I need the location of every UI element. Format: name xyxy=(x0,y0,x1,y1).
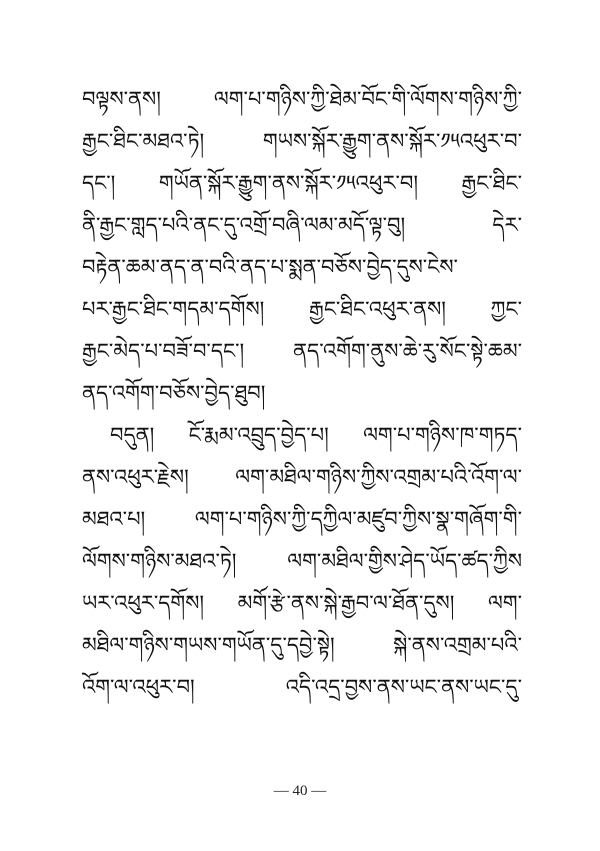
text-line: ནི་རྒྱང་གླད་པའི་ནང་དུ་འགྲོ་བཞི་ལམ་མདོ་ལྟ་བུ། དེར་ xyxy=(82,213,522,237)
paragraph-1 xyxy=(82,78,522,414)
text-line: ཡར་འཕུར་དགོས། མགོ་རྩེ་ནས་སྐེ་རྒྱབ་ལ་ཐོན་དུས། ལག་ xyxy=(82,591,522,615)
text-line: འོག་ལ་འཕུར་བ། འདི་འདྲ་བྱས་ནས་ཡང་ནས་ཡང་དུ་ xyxy=(82,675,522,699)
text-line: བདུན། ངོ་རྨམ་འབྲུད་བྱེད་པ། ལག་པ་གཉིས་ཁ་གཏད་ xyxy=(110,423,522,447)
text-line: བརྟེན་ཆམ་ནད་ན་བའི་ནད་པ་སྨན་བཅོས་བྱེད་དུས་ངེས་ xyxy=(82,255,458,279)
text-line: མཐིལ་གཉིས་གཡས་གཡོན་དུ་དབྱེ་སྟེ། སྐེ་ནས་འགྲམ་པའི་ xyxy=(82,633,522,657)
text-line: དང་། གཡོན་སྐོར་རྒྱུག་ནས་སྐོར་༡༥འཕུར་བ། རྒྱང་ཐིང་ xyxy=(82,171,522,195)
text-line: ལོགས་གཉིས་མཐའ་ཏེ། ལག་མཐིལ་གྱིས་ཤེད་ཡོད་ཚད་ཀྱིས xyxy=(82,549,522,573)
text-line: རྒྱང་ཐིང་མཐའ་ཏེ། གཡས་སྐོར་རྒྱུག་ནས་སྐོར་༡༥འཕུར་བ་ xyxy=(82,129,522,153)
text-line: ནས་འཕུར་རྗེས། ལག་མཐིལ་གཉིས་ཀྱིས་འགྲམ་པའི་འོག་ལ་ xyxy=(82,465,522,489)
text-line: རྒྱང་མེད་པ་བཟོ་བ་དང་། ནད་འགོག་ནུས་ཆེ་རུ་སོང་སྟེ་ཆམ་ xyxy=(82,339,522,363)
text-line: ནད་འགོག་བཅོས་བྱེད་ཐུབ། xyxy=(82,381,266,405)
page-number: — 40 — xyxy=(273,783,327,799)
text-line: མཐའ་པ། ལག་པ་གཉིས་ཀྱི་དཀྱིལ་མཛུབ་ཀྱིས་སྣ་གཞོག་གི་ xyxy=(82,507,522,531)
text-line: བལྟས་ནས། ལག་པ་གཉིས་ཀྱི་ཐེམ་བོང་གི་ལོགས་གཉིས་ཀྱི་ xyxy=(82,87,522,111)
text-line: པར་རྒྱང་ཐིང་གདམ་དགོས། རྒྱང་ཐིང་འཕུར་ནས། ཀྱང་ xyxy=(82,297,522,321)
body-text xyxy=(82,78,522,708)
paragraph-2 xyxy=(82,414,522,708)
